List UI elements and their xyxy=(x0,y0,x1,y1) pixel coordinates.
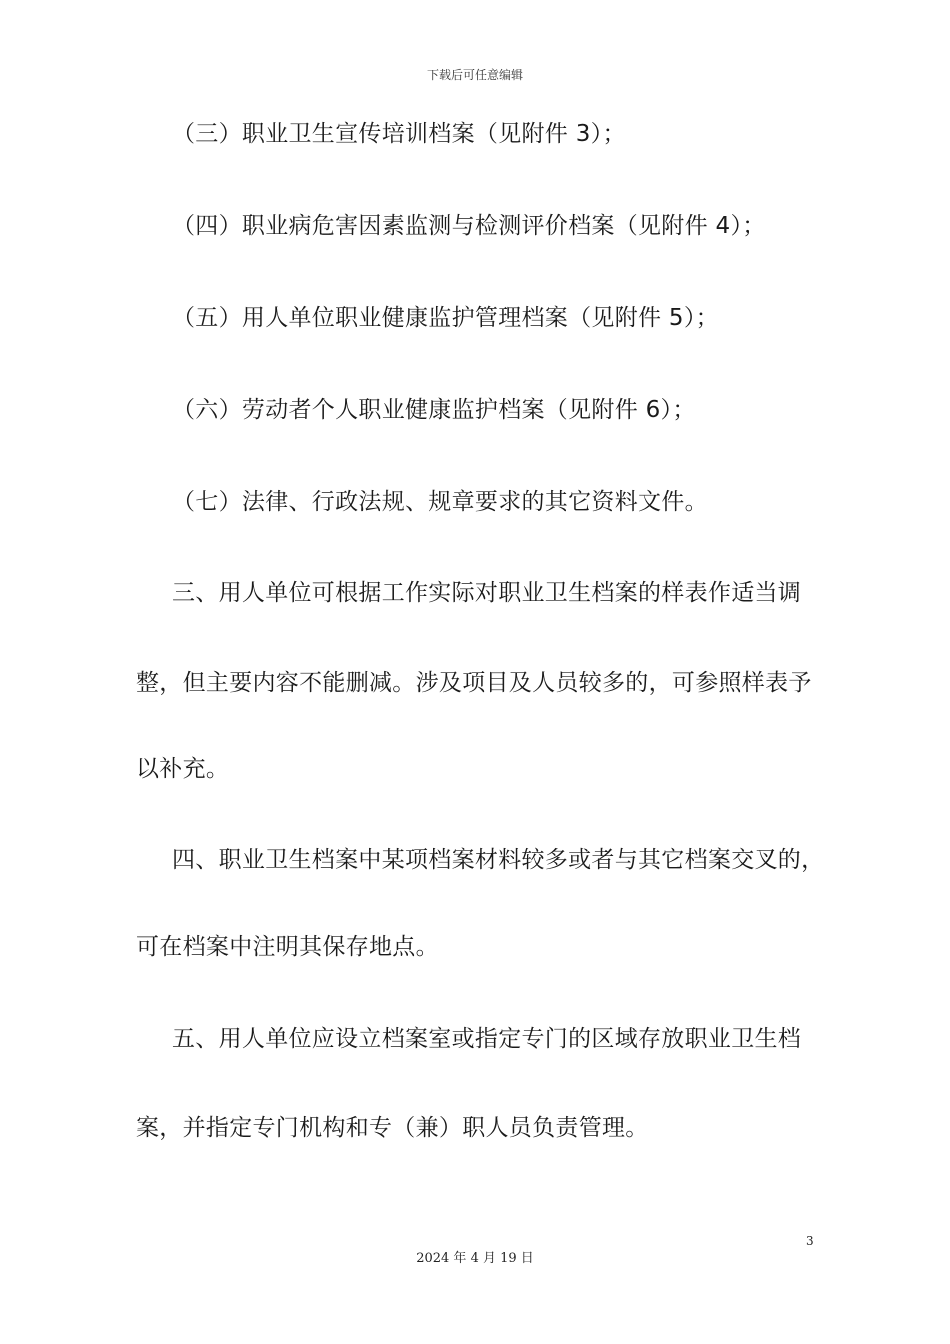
paragraph-3-line-2: 整，但主要内容不能删减。涉及项目及人员较多的，可参照样表予 xyxy=(136,670,812,696)
paragraph-4-line-2: 可在档案中注明其保存地点。 xyxy=(136,934,439,960)
list-item-5: （五）用人单位职业健康监护管理档案（见附件 5）； xyxy=(172,305,719,331)
page-number: 3 xyxy=(806,1234,814,1248)
list-item-4: （四）职业病危害因素监测与检测评价档案（见附件 4）； xyxy=(172,213,766,239)
paragraph-3-line-1: 三、用人单位可根据工作实际对职业卫生档案的样表作适当调 xyxy=(172,580,802,606)
list-item-6: （六）劳动者个人职业健康监护档案（见附件 6）； xyxy=(172,397,696,423)
paragraph-5-line-1: 五、用人单位应设立档案室或指定专门的区域存放职业卫生档 xyxy=(172,1026,802,1052)
header-note: 下载后可任意编辑 xyxy=(426,68,523,82)
footer-date: 2024 年 4 月 19 日 xyxy=(416,1251,534,1266)
list-item-3: （三）职业卫生宣传培训档案（见附件 3）； xyxy=(172,121,626,147)
paragraph-5-line-2: 案，并指定专门机构和专（兼）职人员负责管理。 xyxy=(136,1115,649,1141)
paragraph-4-line-1: 四、职业卫生档案中某项档案材料较多或者与其它档案交叉的， xyxy=(172,847,825,873)
paragraph-3-line-3: 以补充。 xyxy=(136,756,230,782)
list-item-7: （七）法律、行政法规、规章要求的其它资料文件。 xyxy=(172,489,708,515)
